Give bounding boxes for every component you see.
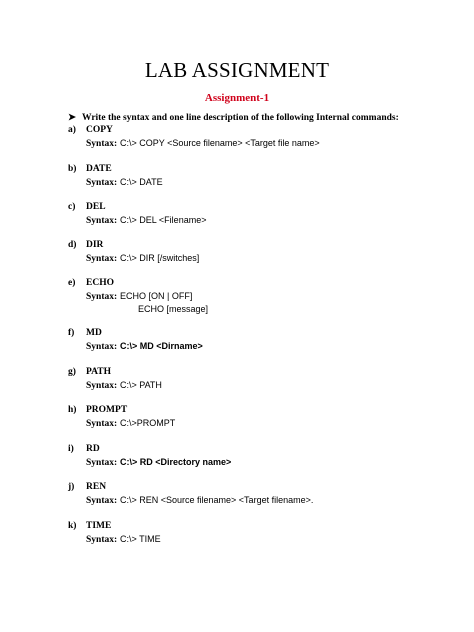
page-title: LAB ASSIGNMENT [144, 58, 330, 82]
command-name: MD [86, 328, 102, 338]
syntax-text: C:\> RD <Directory name> [120, 457, 232, 467]
command-name: RD [86, 444, 100, 454]
syntax-text: C:\> DIR [/switches] [120, 253, 200, 263]
item-letter: b) [68, 164, 77, 174]
command-name: REN [86, 482, 107, 492]
syntax-label: Syntax: [86, 254, 118, 264]
command-name: DEL [86, 202, 106, 212]
item-letter: g) [68, 367, 76, 377]
command-item-md [68, 327, 203, 353]
item-letter: j) [68, 482, 75, 492]
command-item-rd [68, 443, 231, 469]
command-item-ren [68, 481, 313, 507]
item-letter: f) [68, 328, 75, 338]
item-letter: d) [68, 240, 77, 250]
syntax-label: Syntax: [86, 381, 118, 391]
item-letter: h) [68, 405, 77, 415]
syntax-label: Syntax: [86, 342, 118, 352]
item-letter: i) [68, 444, 74, 454]
syntax-label: Syntax: [86, 178, 118, 188]
syntax-text: C:\> COPY <Source filename> <Target file name> [120, 138, 320, 148]
syntax-text: ECHO [ON | OFF] [120, 291, 193, 301]
assignment-subtitle: Assignment-1 [204, 92, 270, 104]
command-name: DIR [86, 240, 104, 250]
command-name: ECHO [86, 278, 114, 288]
command-item-date [68, 163, 163, 189]
syntax-text: C:\> PATH [120, 380, 162, 390]
syntax-text: C:\> REN <Source filename> <Target filename>. [120, 495, 314, 505]
syntax-label: Syntax: [86, 216, 118, 226]
command-item-path [68, 366, 162, 392]
item-letter: e) [68, 278, 76, 288]
command-item-echo [68, 277, 208, 316]
command-name: COPY [86, 125, 113, 135]
command-item-dir [68, 239, 199, 265]
syntax-text: C:\> TIME [120, 534, 161, 544]
command-name: DATE [86, 164, 112, 174]
command-item-prompt [68, 404, 175, 430]
instruction-line [68, 112, 399, 123]
syntax-label: Syntax: [86, 458, 118, 468]
syntax-text-extra: ECHO [message] [138, 304, 209, 314]
syntax-label: Syntax: [86, 139, 118, 149]
command-item-del [68, 201, 206, 227]
syntax-text: C:\> MD <Dirname> [120, 341, 203, 351]
arrow-bullet-icon: ➤ [68, 113, 76, 123]
item-letter: c) [68, 202, 76, 212]
command-name: PROMPT [86, 405, 128, 415]
command-item-time [68, 520, 161, 546]
item-letter: k) [68, 521, 77, 531]
syntax-label: Syntax: [86, 292, 118, 302]
command-name: PATH [86, 367, 111, 377]
command-item-copy [68, 124, 320, 150]
syntax-text: C:\> DEL <Filename> [120, 215, 207, 225]
syntax-label: Syntax: [86, 419, 118, 429]
syntax-text: C:\> DATE [120, 177, 163, 187]
syntax-label: Syntax: [86, 535, 118, 545]
syntax-label: Syntax: [86, 496, 118, 506]
item-letter: a) [68, 125, 76, 135]
syntax-text: C:\>PROMPT [120, 418, 176, 428]
command-name: TIME [86, 521, 112, 531]
instruction-text: Write the syntax and one line description of the following Internal commands: [82, 113, 399, 123]
